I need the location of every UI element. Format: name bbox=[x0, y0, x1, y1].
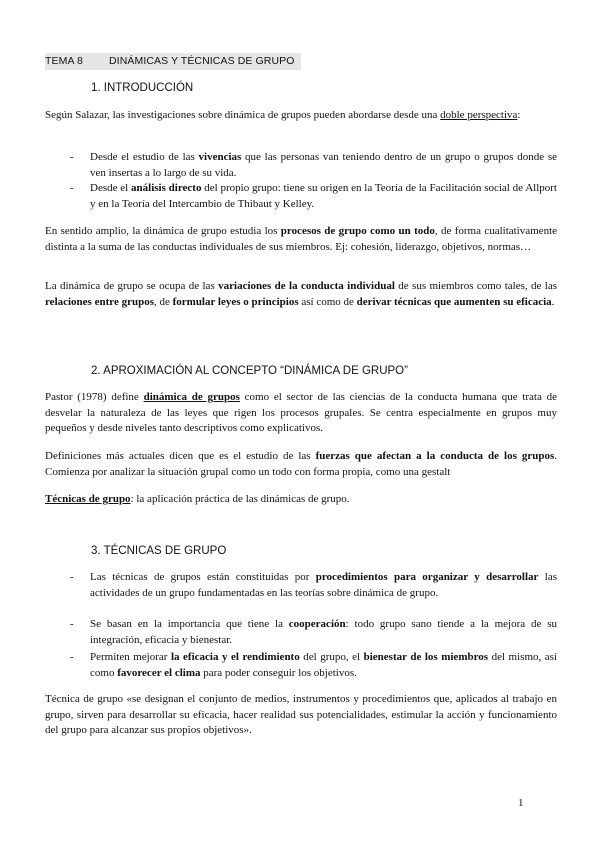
s1-bullet-1: - Desde el estudio de las vivencias que las personas van teniendo dentro de un grupo o grupos donde se ven insertas a lo largo de su vida. bbox=[70, 151, 557, 179]
s3-bullet-1: - Las técnicas de grupos están constituidas por procedimientos para organizar y desarrollar las actividades de un grupo fundamentadas en las teorías sobre dinámica de grupo. bbox=[70, 571, 557, 599]
section-2-heading: 2. APROXIMACIÓN AL CONCEPTO “DINÁMICA DE GRUPO” bbox=[91, 365, 408, 377]
header-tema: TEMA 8 bbox=[45, 55, 83, 67]
s1-intro: Según Salazar, las investigaciones sobre dinámica de grupos pueden abordarse desde una doble perspectiva: bbox=[45, 109, 521, 121]
s1-paragraph-2: En sentido amplio, la dinámica de grupo estudia los procesos de grupo como un todo, de forma cualitativamente distinta a la suma de las conductas individuales de sus miembros. Ej: cohesión, liderazgo, objetivos, normas… bbox=[45, 225, 558, 253]
s3-paragraph-1: Técnica de grupo «se designan el conjunto de medios, instrumentos y procedimientos que, aplicados al trabajo en grupo, sirven para desarrollar su eficacia, hacer realidad sus potencialidades, estimular la acción y funcionamiento del grupo para alcanzar sus propios objetivos». bbox=[45, 693, 557, 737]
header-title: DINÁMICAS Y TÉCNICAS DE GRUPO bbox=[109, 55, 295, 67]
section-3-heading: 3. TÉCNICAS DE GRUPO bbox=[91, 545, 227, 557]
s2-paragraph-1: Pastor (1978) define dinámica de grupos como el sector de las ciencias de la conducta humana que trata de desvelar la naturaleza de las leyes que rigen los procesos grupales. Se centra especialmente en grupos muy pequeños y desde niveles tanto descriptivos como explicativos. bbox=[45, 391, 558, 435]
s1-bullet-2: - Desde el análisis directo del propio grupo: tiene su origen en la Teoría de la Facilitación social de Allport y en la Teoría del Intercambio de Thibaut y Kelley. bbox=[70, 182, 557, 210]
s3-bullet-3: - Permiten mejorar la eficacia y el rendimiento del grupo, el bienestar de los miembros del mismo, así como favorecer el clima para poder conseguir los objetivos. bbox=[70, 651, 557, 679]
s3-bullet-2: - Se basan en la importancia que tiene la cooperación: todo grupo sano tiende a la mejora de su integración, eficacia y bienestar. bbox=[70, 618, 557, 646]
section-1-heading: 1. INTRODUCCIÓN bbox=[91, 82, 194, 94]
header-bar bbox=[45, 53, 301, 70]
s1-paragraph-3: La dinámica de grupo se ocupa de las variaciones de la conducta individual de sus miembros como tales, de las relaciones entre grupos, de formular leyes o principios así como de derivar técnicas que aumenten su eficacia. bbox=[45, 280, 557, 308]
s2-paragraph-2: Definiciones más actuales dicen que es el estudio de las fuerzas que afectan a la conducta de los grupos. Comienza por analizar la situación grupal como un todo con forma propia, como una gestalt bbox=[45, 450, 557, 478]
s2-paragraph-3: Técnicas de grupo: la aplicación práctica de las dinámicas de grupo. bbox=[45, 493, 350, 505]
page-number: 1 bbox=[518, 797, 524, 809]
